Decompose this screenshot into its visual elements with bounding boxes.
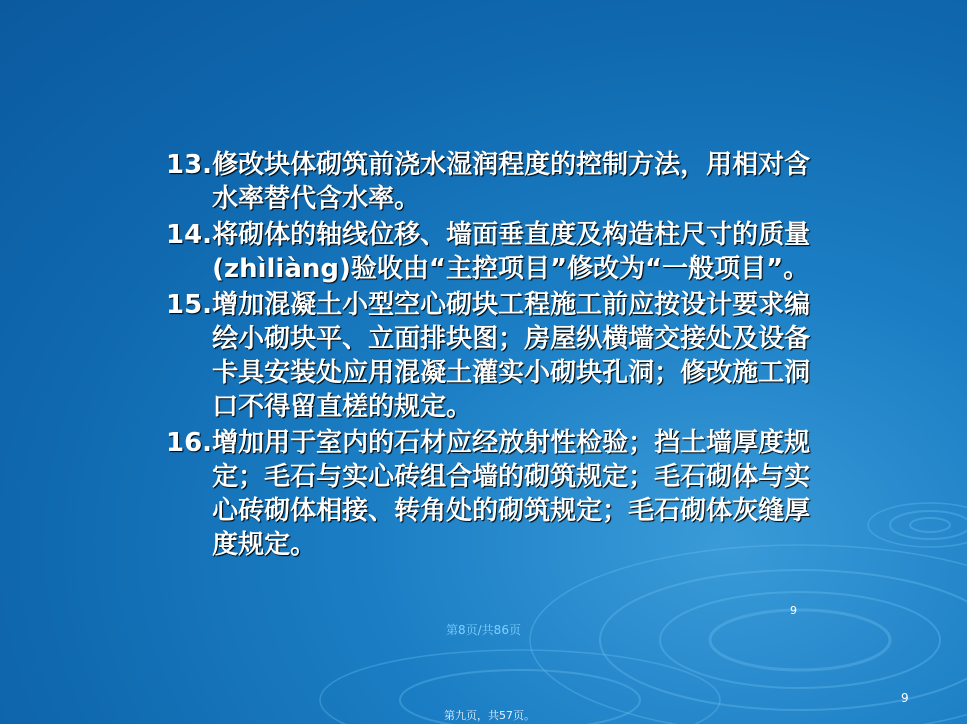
list-item <box>166 288 826 424</box>
item-number: 15. <box>166 290 213 320</box>
item-number: 14. <box>166 220 213 250</box>
list-item <box>166 218 826 286</box>
slide-body <box>166 148 826 564</box>
item-text: 将砌体的轴线位移、墙面垂直度及构造柱尺寸的质量(zhìliàng)验收由“主控项目”修改为“一般项目”。 <box>212 220 811 284</box>
item-text: 增加混凝土小型空心砌块工程施工前应按设计要求编绘小砌块平、立面排块图；房屋纵横墙交接处及设备卡具安装处应用混凝土灌实小砌块孔洞；修改施工洞口不得留直槎的规定。 <box>212 290 811 422</box>
item-number: 13. <box>166 150 213 180</box>
list-item <box>166 426 826 562</box>
item-text: 修改块体砌筑前浇水湿润程度的控制方法，用相对含水率替代含水率。 <box>212 150 811 214</box>
slide-number-outer: 9 <box>901 691 909 705</box>
item-text: 增加用于室内的石材应经放射性检验；挡土墙厚度规定；毛石与实心砖组合墙的砌筑规定；毛石砌体与实心砖砌体相接、转角处的砌筑规定；毛石砌体灰缝厚度规定。 <box>212 428 811 560</box>
page-counter: 第8页/共86页 <box>446 623 521 637</box>
footer-page-counter: 第九页，共57页。 <box>444 709 535 722</box>
list-item <box>166 148 826 216</box>
slide-number: 9 <box>790 604 797 617</box>
item-number: 16. <box>166 428 213 458</box>
